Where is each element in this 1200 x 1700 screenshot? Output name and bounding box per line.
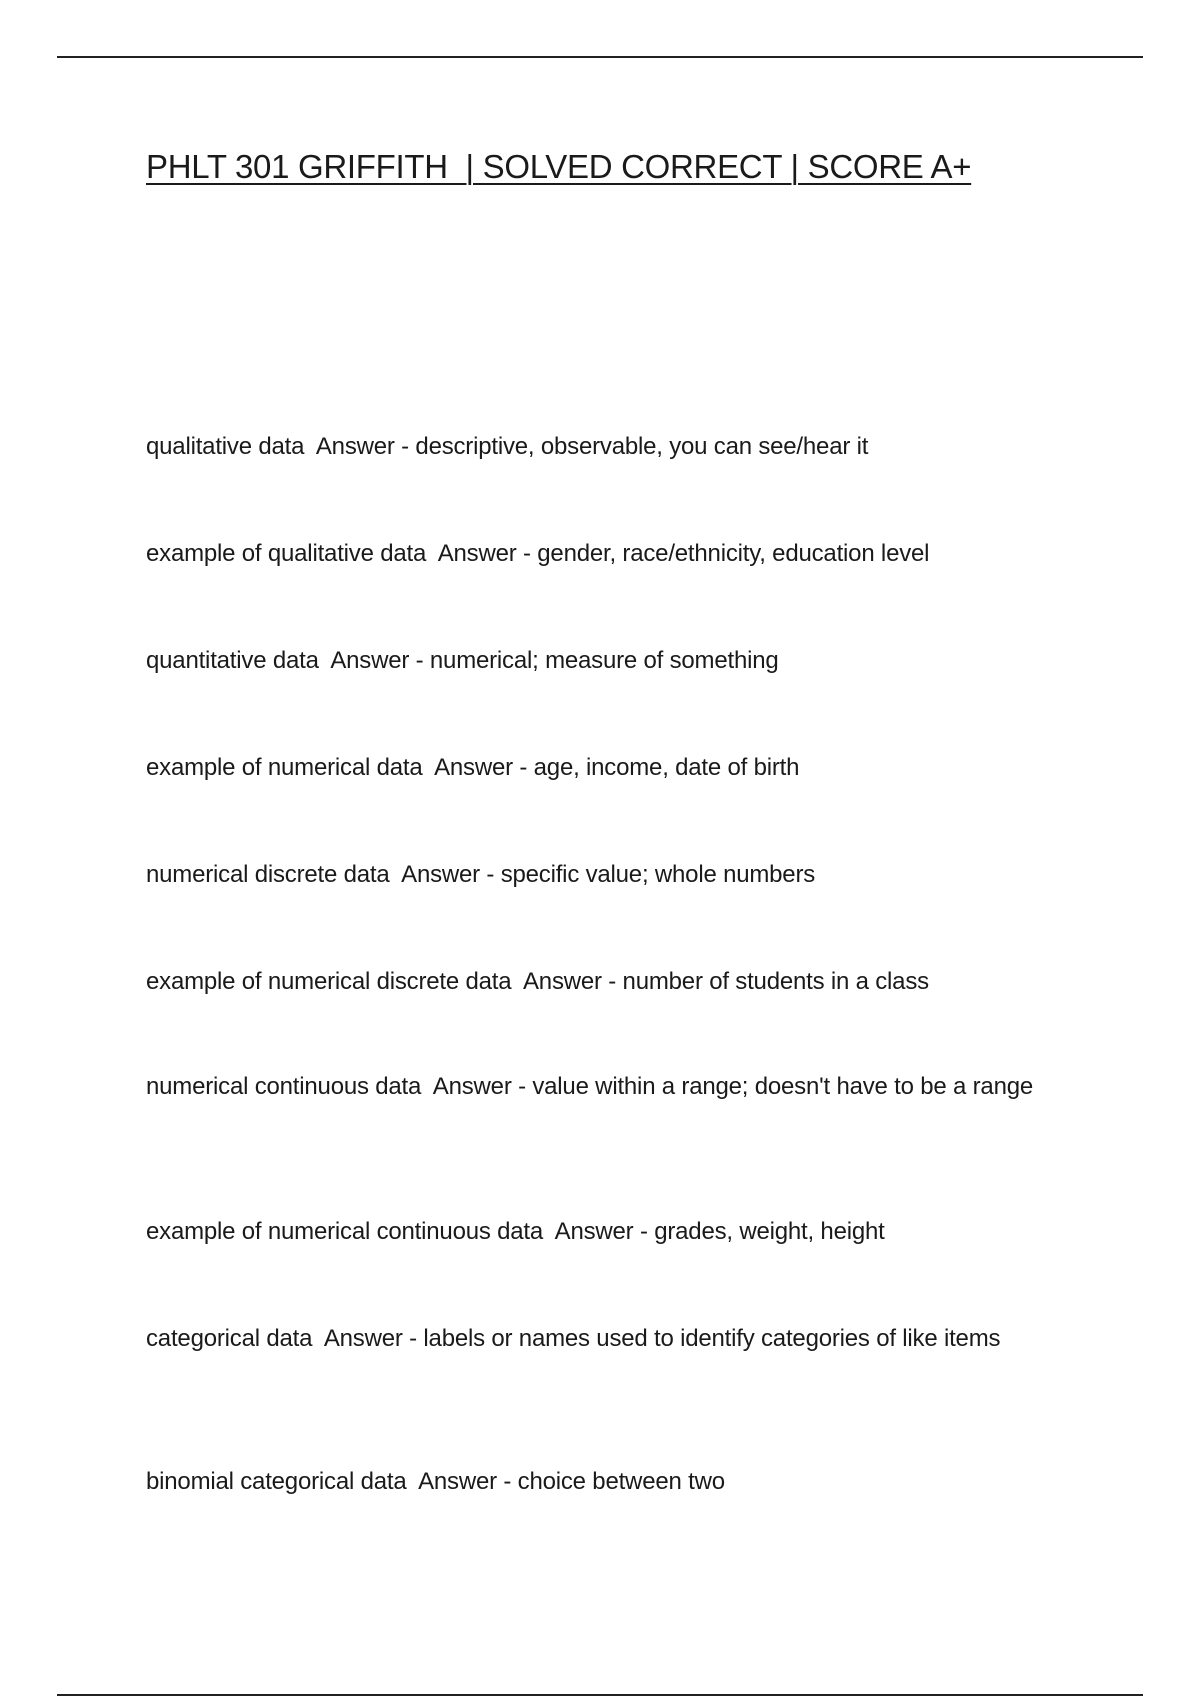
qa-entry: example of numerical continuous data Answer - grades, weight, height [146, 1218, 885, 1245]
top-divider [57, 56, 1143, 58]
qa-entry: example of numerical data Answer - age, income, date of birth [146, 754, 800, 781]
qa-entry: binomial categorical data Answer - choice between two [146, 1468, 725, 1495]
qa-entry: numerical continuous data Answer - value within a range; doesn't have to be a range [146, 1073, 1034, 1100]
qa-entry: numerical discrete data Answer - specific value; whole numbers [146, 861, 816, 888]
qa-entry: example of numerical discrete data Answer - number of students in a class [146, 968, 929, 995]
qa-entry: example of qualitative data Answer - gender, race/ethnicity, education level [146, 540, 930, 567]
bottom-divider [57, 1694, 1143, 1696]
qa-entry: categorical data Answer - labels or names used to identify categories of like items [146, 1325, 1001, 1352]
qa-entry: quantitative data Answer - numerical; measure of something [146, 647, 779, 674]
qa-entry: qualitative data Answer - descriptive, observable, you can see/hear it [146, 433, 869, 460]
document-title: PHLT 301 GRIFFITH | SOLVED CORRECT | SCORE A+ [146, 148, 972, 185]
